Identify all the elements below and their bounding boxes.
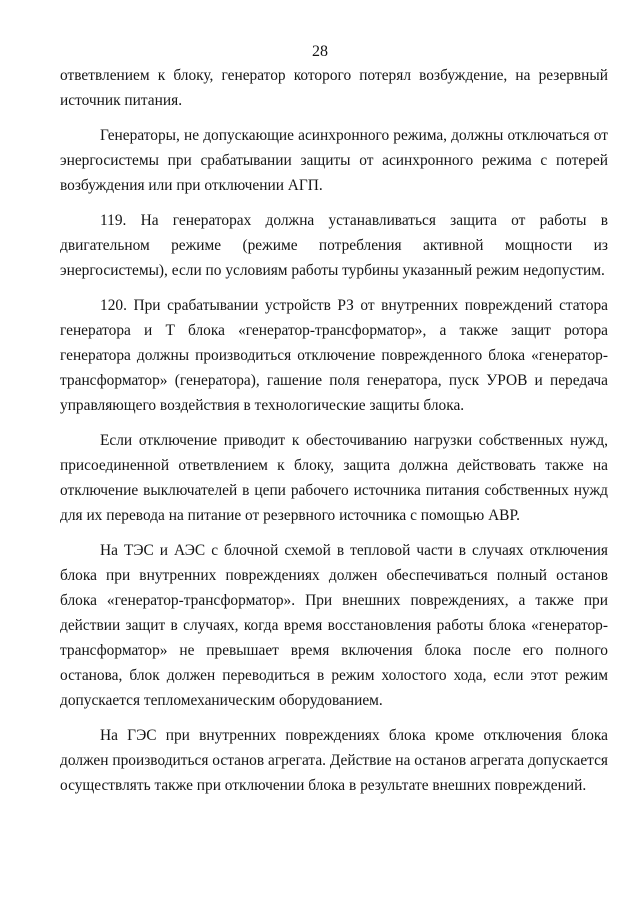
page-number: 28 <box>312 43 328 60</box>
paragraph-119: 119. На генераторах должна устанавливаться защита от работы в двигательном режиме (режиме потребления активной мощности из энергосистемы), если по условиям работы турбины указанный режим недопустим. <box>60 212 608 279</box>
paragraph-continuation: ответвлением к блоку, генератор которого потерял возбуждение, на резервный источник питания. <box>60 67 608 109</box>
paragraph-tes-aes: На ТЭС и АЭС с блочной схемой в тепловой части в случаях отключения блока при внутренних повреждениях должен обеспечиваться полный останов блока «генератор-трансформатор». При внешних повреждениях, а также при действии защит в случаях, когда время восстановления работы блока «генератор-трансформатор» не превышает время включения блока после его полного останова, блок должен переводиться в режим холостого хода, если этот режим допускается тепломеханическим оборудованием. <box>60 542 608 709</box>
document-body <box>60 63 608 808</box>
paragraph-120: 120. При срабатывании устройств РЗ от внутренних повреждений статора генератора и Т блока «генератор-трансформатор», а также защит ротора генератора должны производиться отключение поврежденного блока «генератор-трансформатор» (генератора), гашение поля генератора, пуск УРОВ и передача управляющего воздействия в технологические защиты блока. <box>60 297 608 414</box>
paragraph-generators-async: Генераторы, не допускающие асинхронного режима, должны отключаться от энергосистемы при срабатывании защиты от асинхронного режима с потерей возбуждения или при отключении АГП. <box>60 127 608 194</box>
paragraph-ges: На ГЭС при внутренних повреждениях блока кроме отключения блока должен производиться останов агрегата. Действие на останов агрегата допускается осуществлять также при отключении блока в результате внешних повреждений. <box>60 727 608 794</box>
paragraph-own-needs: Если отключение приводит к обесточиванию нагрузки собственных нужд, присоединенной ответвлением к блоку, защита должна действовать также на отключение выключателей в цепи рабочего источника питания собственных нужд для их перевода на питание от резервного источника с помощью АВР. <box>60 432 608 524</box>
